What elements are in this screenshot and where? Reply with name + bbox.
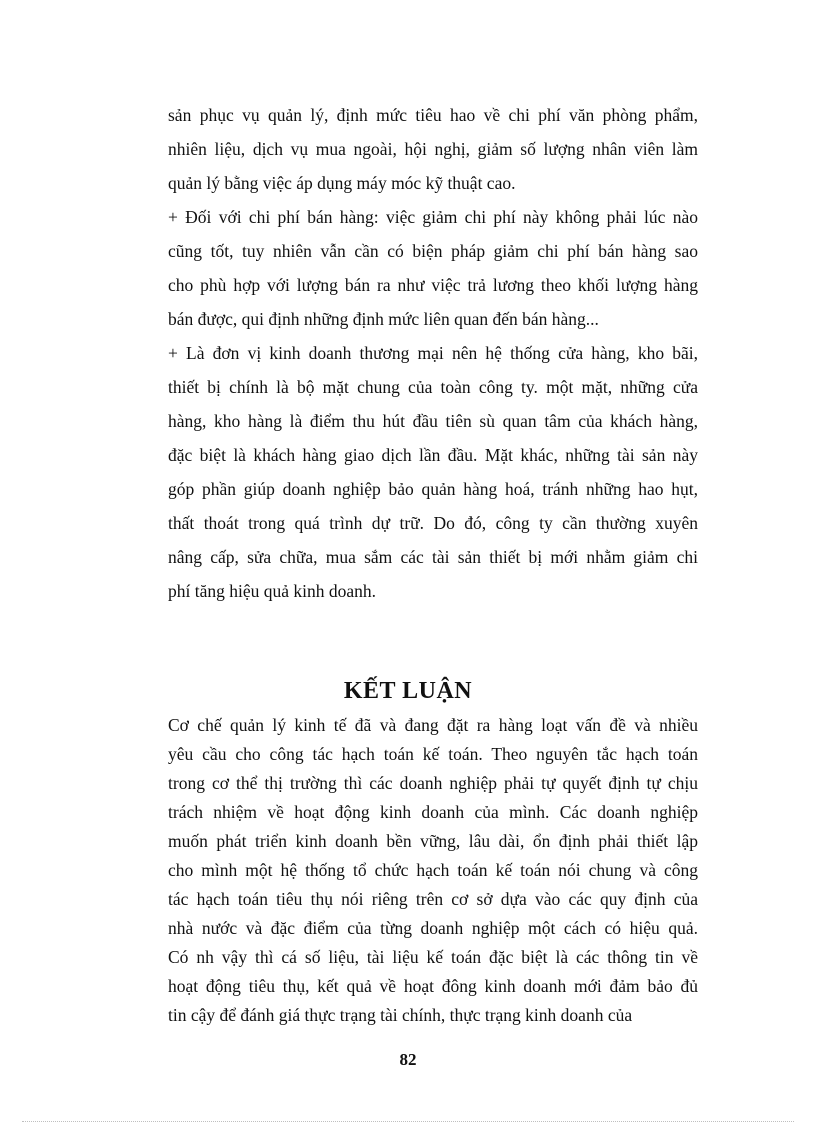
text-line: muốn phát triển kinh doanh bền vững, lâu dài, ổn định phải thiết lập: [168, 831, 698, 851]
text-line: nhà nước và đặc điểm của từng doanh nghiệp một cách có hiệu quả.: [168, 918, 698, 938]
text-line: quản lý bằng việc áp dụng máy móc kỹ thuật cao.: [168, 173, 516, 193]
text-line: trong cơ thể thị trường thì các doanh nghiệp phải tự quyết định tự chịu: [168, 773, 698, 793]
text-line: + Là đơn vị kinh doanh thương mại nên hệ thống cửa hàng, kho bãi,: [168, 343, 698, 363]
text-line: cho mình một hệ thống tổ chức hạch toán kế toán nói chung và công: [168, 860, 698, 880]
text-line: tác hạch toán tiêu thụ nói riêng trên cơ sở dựa vào các quy định của: [168, 889, 698, 909]
text-line: thiết bị chính là bộ mặt chung của toàn công ty. một mặt, những cửa: [168, 377, 698, 397]
text-line: + Đối với chi phí bán hàng: việc giảm chi phí này không phải lúc nào: [168, 207, 698, 227]
text-line: góp phần giúp doanh nghiệp bảo quản hàng hoá, tránh những hao hụt,: [168, 479, 698, 499]
text-line: sản phục vụ quản lý, định mức tiêu hao về chi phí văn phòng phẩm,: [168, 105, 698, 125]
text-line: trách nhiệm về hoạt động kinh doanh của mình. Các doanh nghiệp: [168, 802, 698, 822]
section-heading: KẾT LUẬN: [343, 678, 473, 704]
page-number: 82: [399, 1050, 417, 1069]
text-line: bán được, qui định những định mức liên quan đến bán hàng...: [168, 309, 599, 329]
text-line: đặc biệt là khách hàng giao dịch lần đầu. Mặt khác, những tài sản này: [168, 445, 698, 465]
text-line: hoạt động tiêu thụ, kết quả về hoạt đông kinh doanh mới đảm bảo đủ: [168, 976, 698, 996]
text-line: phí tăng hiệu quả kinh doanh.: [168, 581, 377, 601]
page-bottom-divider: [22, 1121, 794, 1122]
text-line: nâng cấp, sửa chữa, mua sắm các tài sản thiết bị mới nhằm giảm chi: [168, 547, 698, 567]
text-line: yêu cầu cho công tác hạch toán kế toán. Theo nguyên tắc hạch toán: [168, 744, 698, 764]
text-line: cho phù hợp với lượng bán ra như việc trả lương theo khối lượng hàng: [168, 275, 698, 295]
text-line: Cơ chế quản lý kinh tế đã và đang đặt ra hàng loạt vấn đề và nhiều: [168, 715, 698, 735]
text-line: nhiên liệu, dịch vụ mua ngoài, hội nghị, giảm số lượng nhân viên làm: [168, 139, 698, 159]
text-line: Có nh vậy thì cá số liệu, tài liệu kế toán đặc biệt là các thông tin về: [168, 947, 698, 967]
text-line: thất thoát trong quá trình dự trữ. Do đó, công ty cần thường xuyên: [168, 513, 698, 533]
text-line: hàng, kho hàng là điểm thu hút đầu tiên sù quan tâm của khách hàng,: [168, 411, 698, 431]
text-line: tin cậy để đánh giá thực trạng tài chính, thực trạng kinh doanh của: [168, 1005, 633, 1025]
text-line: cũng tốt, tuy nhiên vẫn cần có biện pháp giảm chi phí bán hàng sao: [168, 241, 698, 261]
